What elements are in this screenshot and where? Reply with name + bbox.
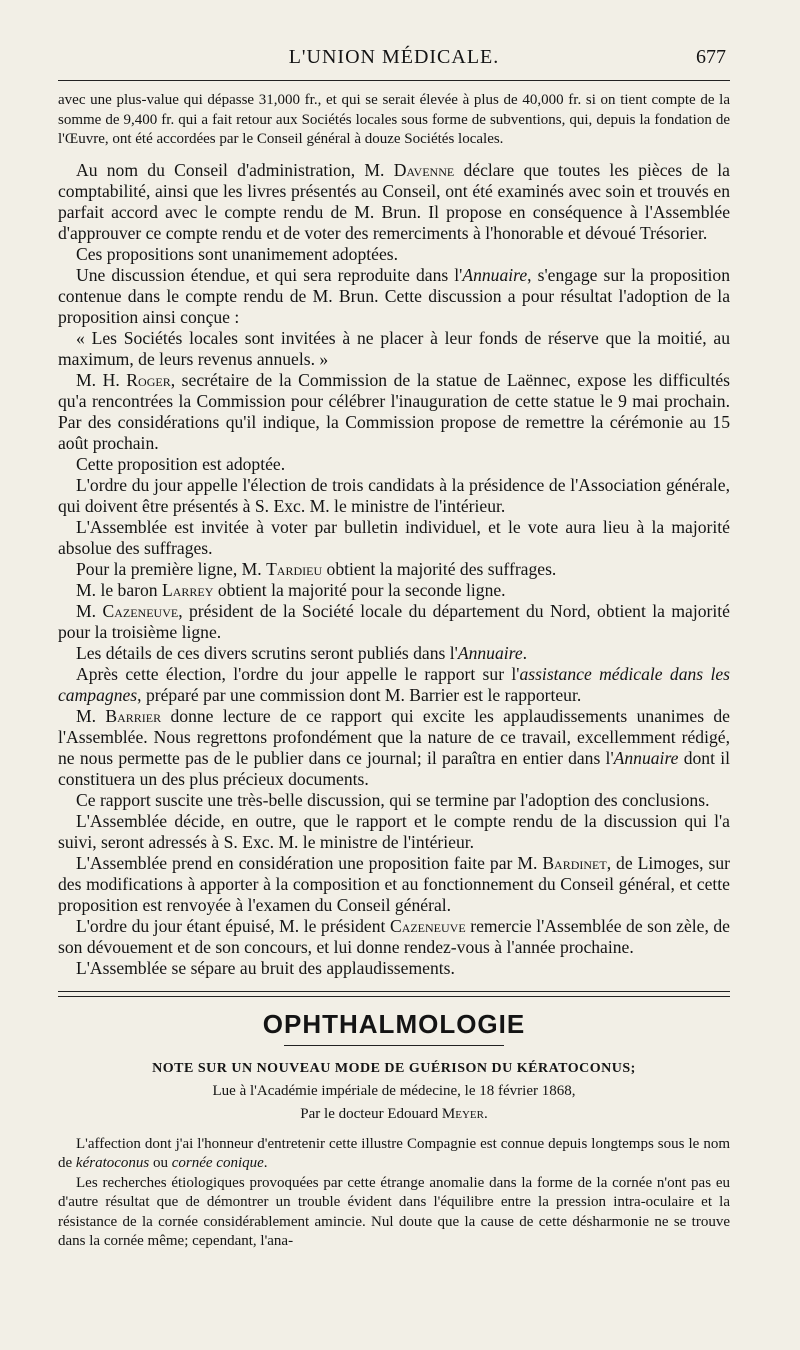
text: dont il constituera un des plus précieux documents. <box>58 747 730 789</box>
text: L'affection dont j'ai l'honneur d'entretenir cette illustre Compagnie est connue depuis longtemps sous le nom de <box>58 1135 730 1171</box>
person-name: Cazeneuve <box>102 600 179 621</box>
page-number: 677 <box>696 46 726 68</box>
header-rule <box>58 80 730 81</box>
text: Par le docteur Edouard <box>300 1106 442 1122</box>
text: Une discussion étendue, et qui sera reproduite dans l' <box>76 264 463 285</box>
person-name: Barrier <box>105 705 162 726</box>
paragraph <box>58 160 730 244</box>
emphasis: cornée conique <box>171 1155 264 1171</box>
paragraph: L'Assemblée décide, en outre, que le rapport et le compte rendu de la discussion qui l'a suivi, seront adressés à S. Exc. M. le ministre de l'intérieur. <box>58 810 730 852</box>
paragraph: L'Assemblée est invitée à voter par bulletin individuel, et le vote aura lieu à la majorité absolue des suffrages. <box>58 516 730 558</box>
section-title: OPHTHALMOLOGIE <box>262 1008 526 1039</box>
paragraph: Ce rapport suscite une très-belle discussion, qui se termine par l'adoption des conclusions. <box>76 789 710 810</box>
text: déclare que toutes les pièces de la comptabilité, ainsi que les livres présentés au Conseil, ont été examinés avec soin et trouvés en parfait accord avec le compte rendu de M. Brun. Il propose en conséquence à l'Assemblée d'approuver ce compte rendu et de voter des remerciments à l'honorable et dévoué Trésorier. <box>58 159 730 243</box>
text: , secrétaire de la Commission de la statue de Laënnec, expose les difficultés qu'a rencontrées la Commission pour célébrer l'inauguration de cette statue le 9 mai prochain. Par des considérations qu'il indique, la Commission propose de remettre la cérémonie au 15 août prochain. <box>58 369 730 453</box>
text: L'ordre du jour étant épuisé, M. le président <box>76 915 390 936</box>
paragraph <box>58 601 730 643</box>
person-name: Cazeneuve <box>389 915 466 936</box>
person-name: Bardinet <box>542 852 607 873</box>
text: M. <box>76 705 106 726</box>
paragraph: Ces propositions sont unanimement adoptées. <box>76 243 399 264</box>
quotation: « Les Sociétés locales sont invitées à ne placer à leur fonds de réserve que la moitié, au maximum, de leurs revenus annuels. » <box>58 327 730 369</box>
text: L'Assemblée prend en considération une proposition faite par M. <box>76 852 543 873</box>
paragraph <box>58 559 730 580</box>
text: M. H. <box>76 369 127 390</box>
emphasis: assistance médicale dans les campagnes <box>58 663 730 705</box>
article-author <box>58 1105 730 1125</box>
article-paragraph <box>58 1135 730 1174</box>
person-name: Larrey <box>162 579 214 600</box>
paragraph: L'ordre du jour appelle l'élection de trois candidats à la présidence de l'Association générale, qui doivent être présentés à S. Exc. M. le ministre de l'intérieur. <box>58 474 730 516</box>
paragraph <box>58 706 730 790</box>
paragraph <box>58 853 730 916</box>
emphasis: kératoconus <box>75 1155 150 1171</box>
article-title: NOTE SUR UN NOUVEAU MODE DE GUÉRISON DU KÉRATOCONUS; <box>152 1060 636 1076</box>
text: obtient la majorité des suffrages. <box>322 558 557 579</box>
paragraph <box>58 265 730 328</box>
article-paragraph: Les recherches étiologiques provoquées par cette étrange anomalie dans la forme de la cornée n'ont pas eu d'autre résultat que de démontrer un trouble évident dans l'équilibre entre la pression intra-oculaire et la résistance de la cornée considérablement amincie. Nul doute que la cause de cette désharmonie ne se trouve dans la cornée même; cependant, l'ana- <box>58 1174 730 1249</box>
article-read-at: Lue à l'Académie impériale de médecine, le 18 février 1868, <box>212 1082 576 1099</box>
text: remercie l'Assemblée de son zèle, de son dévouement et de son concours, et lui donne rendez-vous à l'année prochaine. <box>58 915 730 957</box>
emphasis: Annuaire <box>462 264 528 285</box>
person-name: Davenne <box>393 159 455 180</box>
text: . <box>522 642 528 663</box>
text: , de Limoges, sur des modifications à apporter à la composition et au fonctionnement du Conseil général, et cette proposition est renvoyée à l'examen du Conseil général. <box>58 852 731 915</box>
running-head <box>58 40 730 76</box>
paragraph <box>58 370 730 454</box>
text: M. le baron <box>76 579 162 600</box>
emphasis: Annuaire <box>613 747 679 768</box>
text: Après cette élection, l'ordre du jour appelle le rapport sur l' <box>76 663 520 684</box>
text: Au nom du Conseil d'administration, M. <box>76 159 394 180</box>
text: , président de la Société locale du département du Nord, obtient la majorité pour la troisième ligne. <box>58 600 730 642</box>
text: . <box>483 1106 488 1122</box>
author-name: Meyer <box>441 1106 484 1122</box>
paragraph <box>58 580 730 601</box>
emphasis: Annuaire <box>457 642 523 663</box>
text: Pour la première ligne, M. <box>76 558 267 579</box>
paragraph <box>58 916 730 958</box>
text: M. <box>76 600 103 621</box>
text: obtient la majorité pour la seconde ligne. <box>213 579 506 600</box>
title-rule <box>284 1045 504 1046</box>
body-text <box>58 91 730 1252</box>
text: , préparé par une commission dont M. Barrier est le rapporteur. <box>137 684 582 705</box>
paragraph: L'Assemblée se sépare au bruit des applaudissements. <box>76 957 455 978</box>
running-title: L'UNION MÉDICALE. <box>288 46 500 68</box>
paragraph: Cette proposition est adoptée. <box>76 453 286 474</box>
person-name: Roger <box>126 369 171 390</box>
text: Les détails de ces divers scrutins seront publiés dans l' <box>76 642 458 663</box>
text: ou <box>149 1155 172 1171</box>
person-name: Tardieu <box>266 558 323 579</box>
text: donne lecture de ce rapport qui excite les applaudissements unanimes de l'Assemblée. Nous regrettons profondément que la nature de ce travail, excellemment rédigé, ne nous permette pas de le publier dans ce journal; il paraîtra en entier dans l' <box>58 705 730 768</box>
text: . <box>263 1155 268 1171</box>
paragraph <box>58 664 730 706</box>
section-divider <box>58 991 730 997</box>
paragraph <box>58 643 730 664</box>
text: , s'engage sur la proposition contenue dans le compte rendu de M. Brun. Cette discussion a pour résultat l'adoption de la proposition ainsi conçue : <box>58 264 730 327</box>
paragraph-continuation: avec une plus-value qui dépasse 31,000 fr., et qui se serait élevée à plus de 40,000 fr. si on tient compte de la somme de 9,400 fr. qui a fait retour aux Sociétés locales sous forme de subventions, qui, depuis la fondation de l'Œuvre, ont été accordées par le Conseil général à douze Sociétés locales. <box>58 92 730 147</box>
